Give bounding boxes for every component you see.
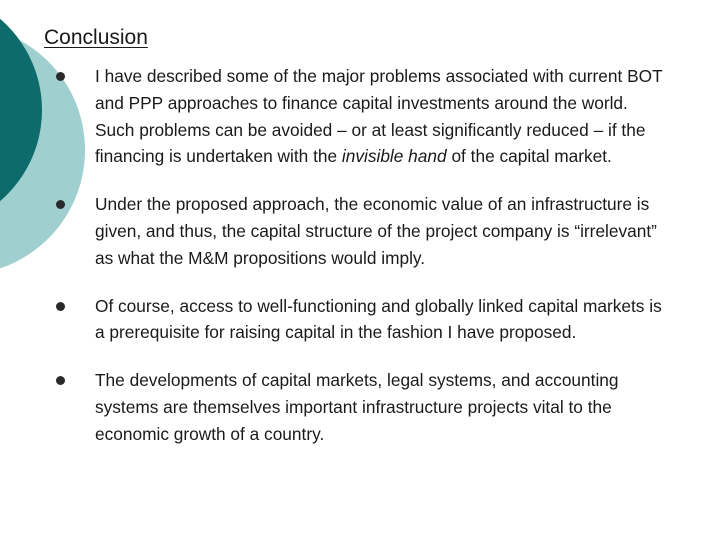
bullet-dot-icon	[56, 72, 65, 81]
bullet-text: Of course, access to well-functioning and globally linked capital markets is a prerequisite for raising capital in the fashion I have proposed.	[95, 295, 662, 343]
bullet-text: The developments of capital markets, legal systems, and accounting systems are themselves important infrastructure projects vital to the economic growth of a country.	[95, 370, 619, 444]
bullet-list	[56, 63, 671, 469]
bullet-text-italic: invisible hand	[341, 146, 447, 167]
bullet-item	[56, 367, 671, 447]
bullet-text: Under the proposed approach, the economic value of an infrastructure is given, and thus, the capital structure of the project company is “irrelevant” as what the M&M propositions would imply.	[95, 194, 657, 268]
bullet-text-main: I have described some of the major problems associated with current BOT and PPP approaches to finance capital investments around the world. Such problems can be avoided – or at least significantly reduced – if the financing is undertaken with the	[95, 66, 663, 167]
bullet-item	[56, 293, 671, 347]
bullet-dot-icon	[56, 200, 65, 209]
bullet-item	[56, 191, 671, 271]
bullet-item	[56, 63, 671, 170]
bullet-dot-icon	[56, 376, 65, 385]
bullet-text	[95, 66, 662, 166]
bullet-dot-icon	[56, 302, 65, 311]
slide-title: Conclusion	[44, 26, 148, 49]
bullet-text-end: of the capital market.	[451, 146, 612, 167]
